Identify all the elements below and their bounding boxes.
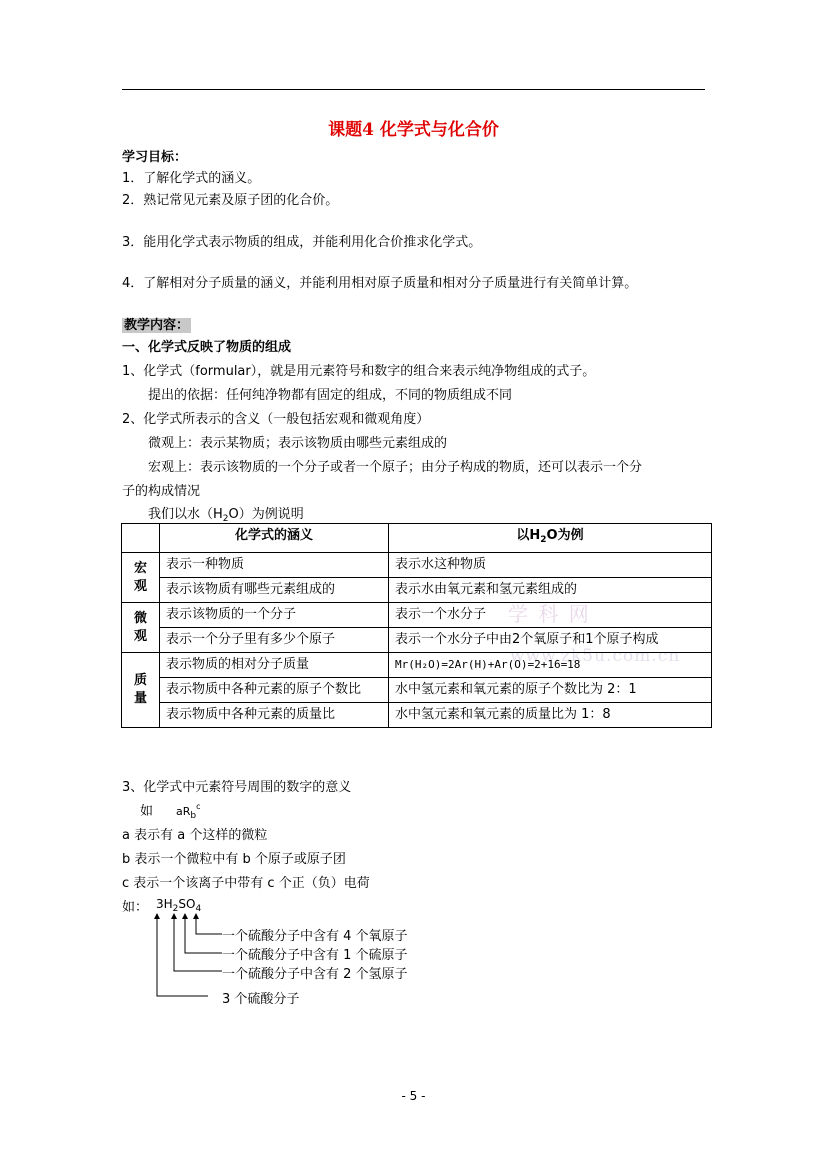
- table-row: [122, 628, 712, 653]
- table-header: 以$H_2O$为例: [389, 524, 712, 553]
- group-label: 质 量: [122, 653, 160, 728]
- watermark-url: www.zk5u.com.cn: [510, 646, 681, 666]
- table-cell: 表示水由氧元素和氢元素组成的: [389, 578, 712, 603]
- table-row: [122, 553, 712, 578]
- table-cell: 表示物质中各种元素的原子个数比: [160, 678, 389, 703]
- table-cell: 表示物质的相对分子质量: [160, 653, 389, 678]
- table-row: [122, 603, 712, 628]
- paragraph: 微观上：表示某物质；表示该物质由哪些元素组成的: [148, 436, 448, 451]
- table-row: [122, 678, 712, 703]
- bracket-line: [196, 917, 222, 934]
- page-title: 课题4 化学式与化合价: [328, 120, 499, 140]
- table-cell: Mr(H₂O)=2Ar(H)+Ar(O)=2+16=18: [389, 653, 712, 678]
- formula-note: 一个硫酸分子中含有 1 个硫原子: [222, 948, 408, 963]
- formula-note: 3 个硫酸分子: [222, 992, 300, 1007]
- paragraph: 2、化学式所表示的含义（一般包括宏观和微观角度）: [122, 412, 430, 427]
- group-label: 微 观: [122, 603, 160, 653]
- bracket-line: [185, 917, 222, 953]
- content-heading: 教学内容：: [124, 318, 190, 333]
- table-cell: 水中氢元素和氧元素的质量比为 1：8: [389, 703, 712, 728]
- paragraph: 提出的依据：任何纯净物都有固定的组成，不同的物质组成不同: [148, 388, 513, 403]
- group-label: 宏 观: [122, 553, 160, 603]
- formula-note: 一个硫酸分子中含有 2 个氢原子: [222, 967, 408, 982]
- paragraph: 我们以水$(H_2O)$为例说明: [148, 507, 304, 524]
- objective-item: 3．能用化学式表示物质的组成，并能利用化合价推求化学式。: [122, 235, 482, 250]
- paragraph: c 表示一个该离子中带有 c 个正（负）电荷: [122, 876, 370, 891]
- arrowhead: [154, 913, 160, 919]
- objective-item: 2．熟记常见元素及原子团的化合价。: [122, 193, 339, 208]
- section-heading: 一、化学式反映了物质的组成: [122, 340, 292, 355]
- table-cell: 表示一个水分子: [389, 603, 712, 628]
- paragraph: 1、化学式（formular），就是用元素符号和数字的组合来表示纯净物组成的式子。: [122, 364, 596, 379]
- arrowhead: [182, 913, 188, 919]
- table-header-row: [122, 524, 712, 553]
- table-header: 化学式的涵义: [160, 524, 389, 553]
- example-label: 如：: [122, 900, 149, 915]
- page-number: - 5 -: [401, 1089, 426, 1103]
- header-rule: [122, 89, 705, 90]
- table-row: [122, 653, 712, 678]
- table-cell: 表示物质中各种元素的质量比: [160, 703, 389, 728]
- formula-note: 一个硫酸分子中含有 4 个氧原子: [222, 929, 408, 944]
- table-cell: 表示该物质有哪些元素组成的: [160, 578, 389, 603]
- arrowhead: [193, 913, 199, 919]
- notation-example: $aR_b^c$: [176, 802, 201, 821]
- table-cell: 表示水这种物质: [389, 553, 712, 578]
- paragraph: 3、化学式中元素符号周围的数字的意义: [122, 780, 352, 795]
- table-cell: 表示一个分子里有多少个原子: [160, 628, 389, 653]
- table-cell: 表示该物质的一个分子: [160, 603, 389, 628]
- table-cell: 表示一种物质: [160, 553, 389, 578]
- meaning-table: [121, 523, 712, 728]
- watermark: 学 科 网: [508, 602, 591, 626]
- table-row: [122, 578, 712, 603]
- objectives-heading: 学习目标：: [122, 150, 188, 165]
- formula: $3H_2SO_4$: [156, 897, 202, 914]
- table-row: [122, 703, 712, 728]
- arrowhead: [171, 913, 177, 919]
- objective-item: 4．了解相对分子质量的涵义，并能利用相对原子质量和相对分子质量进行有关简单计算。: [122, 276, 638, 291]
- bracket-line: [157, 917, 208, 996]
- table-cell: 水中氢元素和氧元素的原子个数比为 2：1: [389, 678, 712, 703]
- paragraph: 子的构成情况: [122, 484, 201, 499]
- example-label: 如: [140, 804, 154, 819]
- bracket-line: [174, 917, 222, 971]
- paragraph: a 表示有 a 个这样的微粒: [122, 828, 268, 843]
- objective-item: 1．了解化学式的涵义。: [122, 171, 261, 186]
- table-cell: 表示一个水分子中由2个氧原子和1个原子构成: [389, 628, 712, 653]
- paragraph: b 表示一个微粒中有 b 个原子或原子团: [122, 852, 346, 867]
- paragraph: 宏观上：表示该物质的一个分子或者一个原子；由分子构成的物质，还可以表示一个分: [148, 460, 643, 475]
